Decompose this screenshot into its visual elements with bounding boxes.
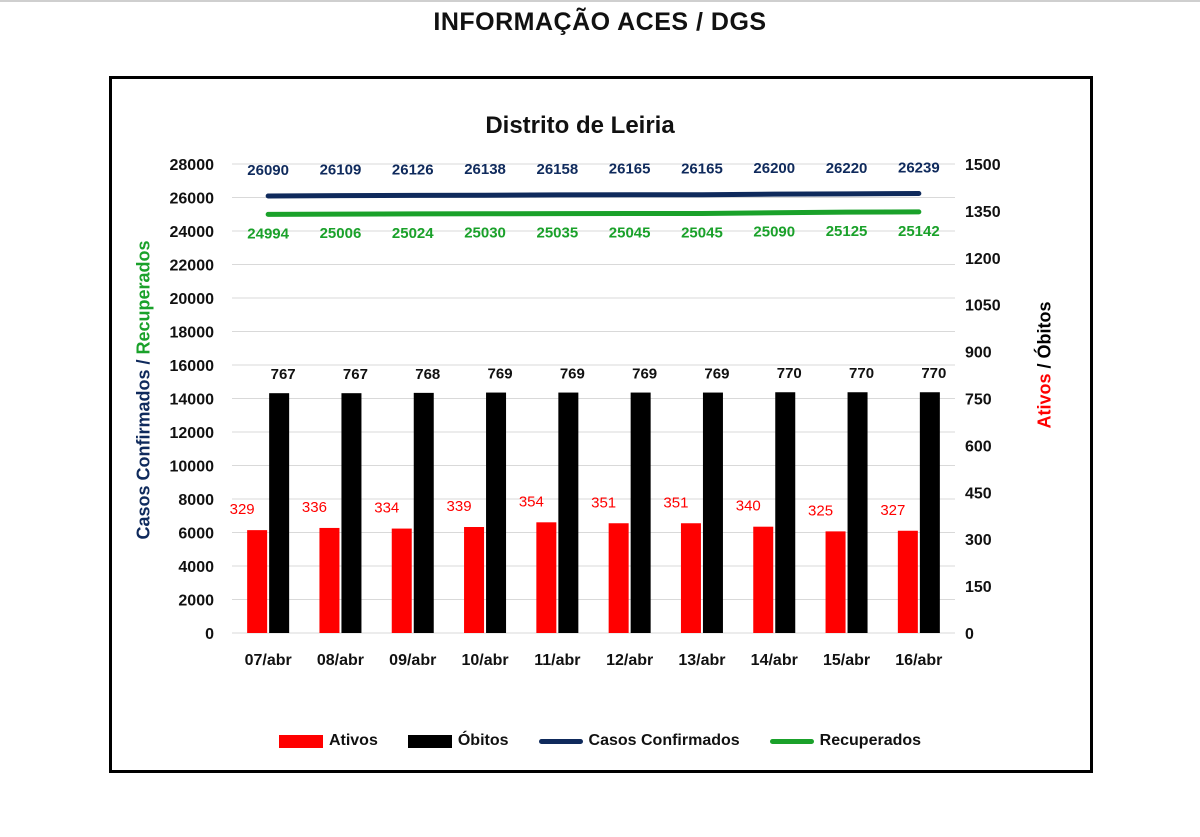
bar-obitos xyxy=(558,393,578,633)
x-axis-tick-label: 07/abr xyxy=(244,652,292,669)
right-axis-tick-label: 1050 xyxy=(965,297,1001,315)
left-axis-tick-label: 14000 xyxy=(169,391,214,409)
bar-obitos xyxy=(486,393,506,633)
bar-ativos xyxy=(464,527,484,633)
data-label-ativos: 340 xyxy=(735,497,761,515)
x-axis-tick-label: 09/abr xyxy=(389,652,437,669)
data-label-confirmados: 26126 xyxy=(391,161,434,179)
right-axis-tick-label: 300 xyxy=(965,532,992,550)
left-axis-tick-label: 24000 xyxy=(169,224,214,241)
bar-ativos xyxy=(609,523,629,633)
bar-obitos xyxy=(269,393,289,633)
left-axis-tick-label: 4000 xyxy=(178,559,214,576)
data-label-recuperados: 25142 xyxy=(897,222,940,240)
data-label-recuperados: 25090 xyxy=(753,223,796,241)
data-label-recuperados: 25006 xyxy=(319,225,362,243)
bar-ativos xyxy=(247,530,267,633)
x-axis-tick-label: 08/abr xyxy=(316,652,365,669)
recuperados-line xyxy=(268,212,919,214)
bar-obitos xyxy=(848,392,868,633)
data-label-obitos: 770 xyxy=(849,365,875,383)
page-header-title: INFORMAÇÃO ACES / DGS xyxy=(433,8,767,36)
data-label-ativos: 329 xyxy=(229,501,255,519)
right-axis-tick-label: 1200 xyxy=(965,250,1001,268)
data-label-obitos: 769 xyxy=(559,365,585,383)
right-axis-tick-label: 900 xyxy=(965,344,992,362)
legend-item-obitos xyxy=(408,732,509,750)
data-label-ativos: 336 xyxy=(301,498,327,516)
left-axis-tick-label: 22000 xyxy=(169,257,214,275)
x-axis-tick-label: 16/abr xyxy=(895,652,943,669)
data-label-confirmados: 26165 xyxy=(681,160,723,178)
bar-ativos xyxy=(826,531,846,633)
x-axis-tick-label: 14/abr xyxy=(750,652,798,669)
data-label-obitos: 768 xyxy=(415,365,441,383)
right-axis-tick-label: 0 xyxy=(965,626,974,643)
data-label-ativos: 325 xyxy=(808,502,834,520)
legend-label-confirmados: Casos Confirmados xyxy=(588,732,740,749)
bar-ativos xyxy=(319,528,339,633)
left-axis-title xyxy=(134,240,155,539)
legend-swatch-obitos xyxy=(408,735,452,748)
data-label-recuperados: 25030 xyxy=(464,224,506,242)
data-label-obitos: 767 xyxy=(270,366,296,384)
right-axis-tick-label: 600 xyxy=(965,438,992,456)
left-axis-tick-label: 28000 xyxy=(169,157,214,174)
right-axis-tick-label: 750 xyxy=(965,391,992,409)
data-label-confirmados: 26138 xyxy=(464,161,506,179)
data-label-ativos: 327 xyxy=(880,501,906,519)
legend-swatch-recuperados xyxy=(770,739,814,744)
data-label-confirmados: 26165 xyxy=(608,160,651,178)
bar-obitos xyxy=(703,393,723,633)
chart-title: Distrito de Leiria xyxy=(485,112,675,139)
left-axis-title-part1: Casos Confirmados xyxy=(133,369,154,540)
left-axis-tick-label: 16000 xyxy=(169,358,214,375)
left-axis-tick-label: 12000 xyxy=(169,425,214,442)
data-label-obitos: 770 xyxy=(921,365,947,383)
bar-ativos xyxy=(753,527,773,633)
legend-item-ativos xyxy=(279,732,378,750)
x-axis-tick-label: 15/abr xyxy=(822,652,871,669)
data-label-confirmados: 26158 xyxy=(536,160,579,178)
left-axis-tick-label: 26000 xyxy=(169,190,214,208)
right-axis-title-part2: Óbitos xyxy=(1034,301,1055,359)
right-axis-tick-label: 1350 xyxy=(965,203,1001,221)
data-label-confirmados: 26109 xyxy=(319,161,362,179)
data-label-recuperados: 25045 xyxy=(608,224,651,242)
chart-legend xyxy=(0,732,1200,750)
data-label-confirmados: 26220 xyxy=(825,159,868,177)
legend-swatch-ativos xyxy=(279,735,323,748)
data-label-ativos: 351 xyxy=(663,494,689,512)
legend-swatch-confirmados xyxy=(539,739,583,744)
left-axis-title-separator: / xyxy=(133,354,154,370)
right-axis-tick-label: 1500 xyxy=(965,157,1001,174)
right-axis-title xyxy=(1035,301,1056,428)
left-axis-tick-label: 6000 xyxy=(178,525,214,543)
bar-obitos xyxy=(775,392,795,633)
data-label-confirmados: 26200 xyxy=(753,160,796,178)
bar-obitos xyxy=(631,393,651,633)
left-axis-tick-label: 10000 xyxy=(169,458,214,476)
data-label-ativos: 354 xyxy=(518,493,544,511)
bar-ativos xyxy=(392,529,412,633)
data-label-recuperados: 25125 xyxy=(825,223,868,241)
data-label-obitos: 770 xyxy=(776,365,802,383)
right-axis-title-part1: Ativos xyxy=(1034,373,1055,429)
legend-label-ativos: Ativos xyxy=(328,732,378,749)
right-axis-title-separator: / xyxy=(1034,358,1055,374)
confirmados-line xyxy=(268,193,919,195)
data-label-recuperados: 24994 xyxy=(247,225,290,243)
data-label-confirmados: 26090 xyxy=(247,161,290,179)
bar-ativos xyxy=(898,531,918,633)
left-axis-tick-label: 2000 xyxy=(178,592,214,610)
data-label-ativos: 339 xyxy=(446,498,472,516)
bar-obitos xyxy=(414,393,434,633)
x-axis-tick-label: 13/abr xyxy=(678,652,726,669)
left-axis-tick-label: 0 xyxy=(205,626,214,643)
left-axis-tick-label: 8000 xyxy=(178,492,214,509)
left-axis-tick-label: 20000 xyxy=(169,291,214,308)
legend-label-obitos: Óbitos xyxy=(457,732,509,749)
bar-ativos xyxy=(536,522,556,633)
data-label-recuperados: 25035 xyxy=(536,224,579,242)
bar-ativos xyxy=(681,523,701,633)
data-label-confirmados: 26239 xyxy=(897,159,940,177)
left-axis-title-part2: Recuperados xyxy=(133,240,154,355)
data-label-obitos: 767 xyxy=(342,366,368,384)
legend-item-confirmados xyxy=(539,732,740,750)
x-axis-tick-label: 11/abr xyxy=(534,652,581,669)
right-axis-tick-label: 150 xyxy=(965,579,992,597)
x-axis-tick-label: 10/abr xyxy=(461,652,509,669)
data-label-obitos: 769 xyxy=(632,365,658,383)
data-label-recuperados: 25024 xyxy=(391,224,434,242)
x-axis-tick-label: 12/abr xyxy=(606,652,654,669)
legend-label-recuperados: Recuperados xyxy=(819,732,922,749)
bar-obitos xyxy=(920,392,940,633)
data-label-obitos: 769 xyxy=(704,365,730,383)
bar-obitos xyxy=(341,393,361,633)
data-label-ativos: 351 xyxy=(591,494,617,512)
left-axis-tick-label: 18000 xyxy=(169,324,214,342)
data-label-ativos: 334 xyxy=(374,499,400,517)
data-label-recuperados: 25045 xyxy=(681,224,723,242)
legend-item-recuperados xyxy=(770,732,921,750)
data-label-obitos: 769 xyxy=(487,365,513,383)
right-axis-tick-label: 450 xyxy=(965,485,992,503)
